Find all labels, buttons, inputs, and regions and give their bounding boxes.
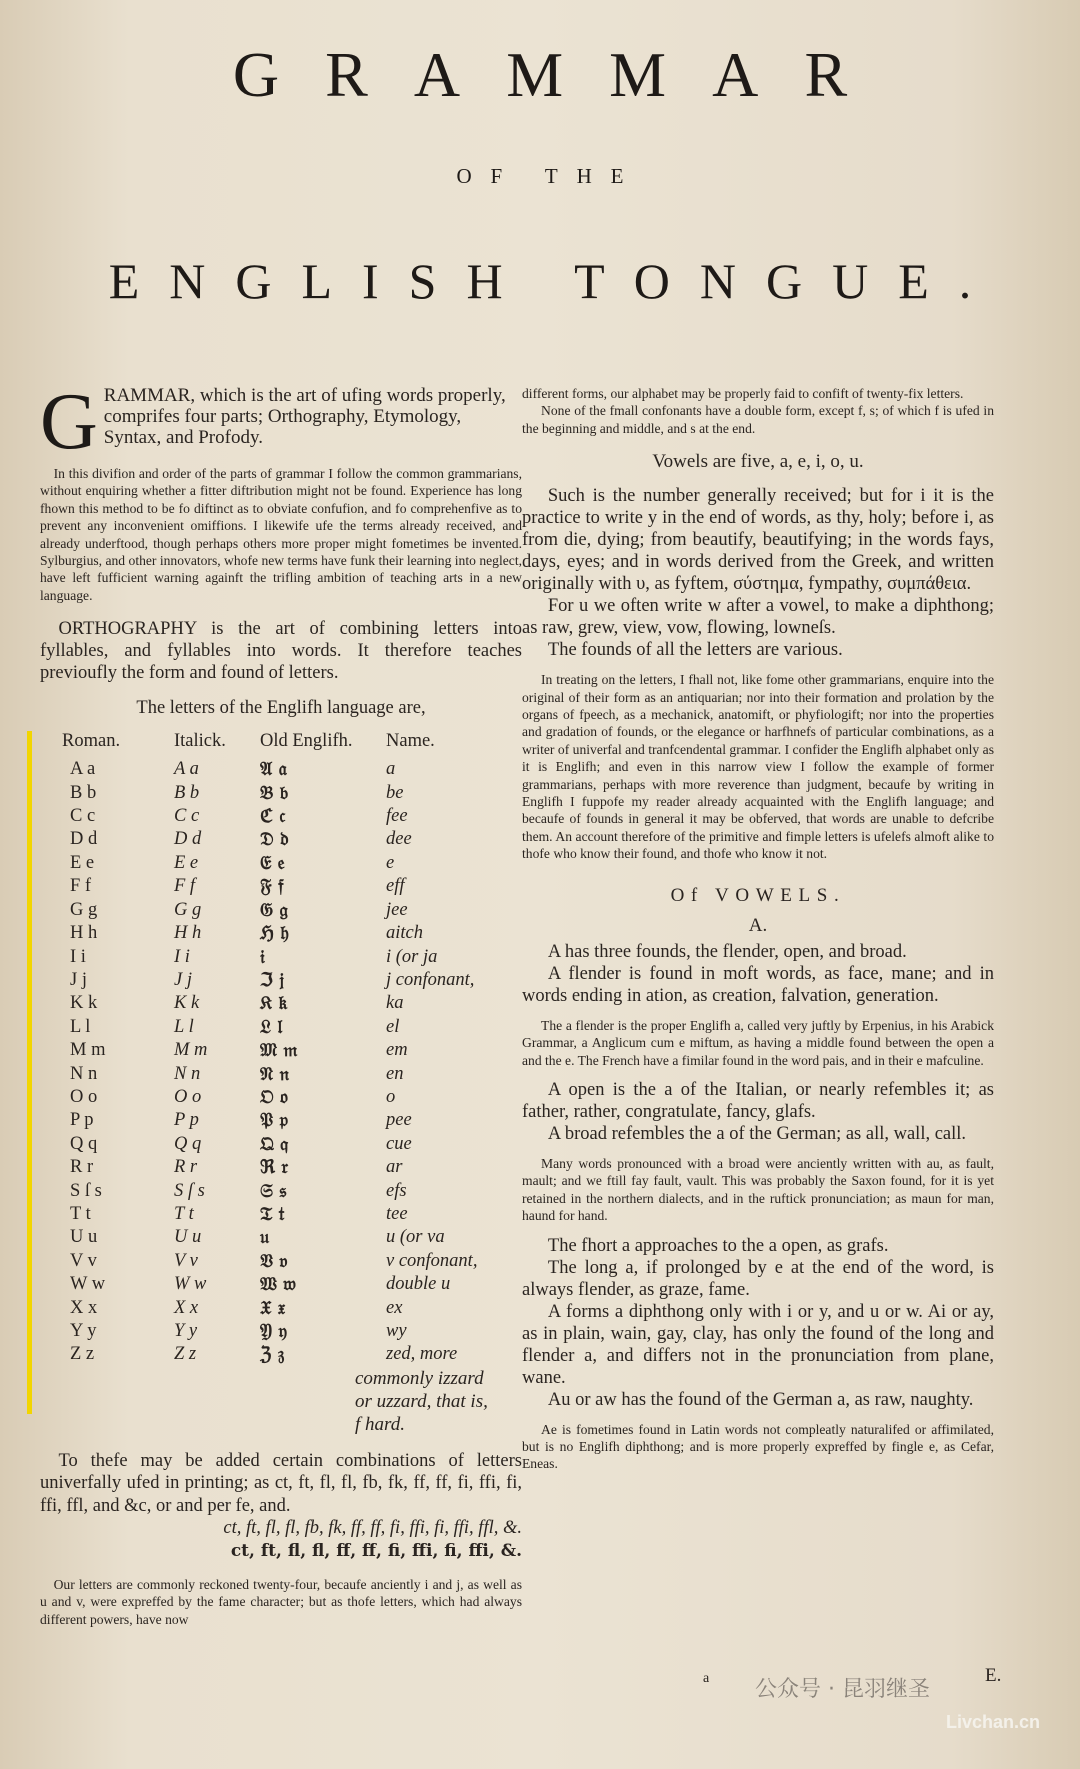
alphabet-row [62, 1273, 506, 1296]
alphabet-row [62, 1063, 506, 1086]
alphabet-name: em [386, 1040, 408, 1061]
alphabet-italick: S ſ s [174, 1180, 205, 1201]
alphabet-italick: O o [174, 1086, 202, 1107]
alphabet-roman: S ſ s [70, 1180, 102, 1201]
alphabet-italick: F f [174, 876, 196, 897]
alphabet-old-english: ℭ 𝔠 [260, 806, 286, 828]
alphabet-row [62, 1086, 506, 1109]
alphabet-row [62, 922, 506, 945]
alphabet-italick: G g [174, 899, 202, 920]
alphabet-roman: D d [70, 829, 98, 850]
alphabet-roman: N n [70, 1063, 98, 1084]
a-open-paragraph: A open is the a of the Italian, or nearly refembles it; as father, rather, congratulate, fancy, glafs. [522, 1079, 994, 1122]
alphabet-roman: L l [70, 1016, 91, 1037]
alphabet-row [62, 969, 506, 992]
alphabet-italick: L l [174, 1016, 194, 1037]
alphabet-row [62, 1343, 506, 1366]
left-column [40, 378, 522, 1628]
alphabet-italick: E e [174, 852, 199, 873]
for-u-paragraph: For u we often write w after a vowel, to make a diphthong; as raw, grew, view, vow, flowing, lowneſs. [522, 596, 994, 639]
alphabet-italick: X x [174, 1297, 199, 1318]
alphabet-row [62, 1297, 506, 1320]
alphabet-row [62, 899, 506, 922]
alphabet-old-english: 𝔈 𝔢 [260, 852, 285, 874]
division-paragraph: In this divifion and order of the parts of grammar I follow the common grammarians, without enquiring whether a fitter diftribution might not be found. Experience has long fhown this method to be fo diftinct as to obviate confufion, and fo comprehenfive as to prevent any inconvenient omiffions. I likewife ufe the terms already received, and already underftood, though perhaps others more proper might fometimes be invented. Sylburgius, and other innovators, whofe new terms have funk their learning into neglect, have left fufficient warning againft the trifling ambition of teaching arts in a new language. [40, 466, 522, 603]
alphabet-old-english: 𝔲 [260, 1227, 270, 1249]
alphabet-old-english: 𝔒 𝔬 [260, 1086, 288, 1108]
alphabet-rows [62, 758, 506, 1367]
alphabet-italick: A a [174, 759, 199, 780]
alphabet-name: jee [386, 899, 408, 920]
many-words-note: Many words pronounced with a broad were anciently written with au, as fault, mault; and we ftill fay fault, vault. This was probably the Saxon found, for it is yet retained in the northern dialects, and in the ruftick pronunciation; as maun for man, haund for hand. [522, 1155, 994, 1224]
alphabet-roman: R r [70, 1157, 94, 1178]
intro-text: RAMMAR, which is the art of ufing words properly, comprifes four parts; Orthography, Etymology, Syntax, and Profody. [103, 385, 506, 448]
alphabet-name: tee [386, 1203, 408, 1224]
intro-block [40, 378, 522, 466]
alphabet-roman: C c [70, 806, 96, 827]
alphabet-roman: V v [70, 1250, 97, 1271]
alphabet-italick: R r [174, 1157, 198, 1178]
alphabet-roman: P p [70, 1110, 94, 1131]
alphabet-name: pee [386, 1110, 412, 1131]
alphabet-row [62, 782, 506, 805]
alphabet-old-english: 𝔜 𝔶 [260, 1321, 288, 1342]
alphabet-name: o [386, 1086, 396, 1107]
alphabet-roman: K k [70, 993, 98, 1014]
alphabet-italick: D d [174, 829, 202, 850]
alphabet-italick: W w [174, 1274, 207, 1295]
alphabet-italick: I i [174, 946, 190, 967]
alphabet-row [62, 875, 506, 898]
alphabet-row [62, 1133, 506, 1156]
header-roman: Roman. [62, 731, 121, 752]
drop-cap: G [40, 378, 98, 466]
alphabet-row [62, 1180, 506, 1203]
alphabet-italick: K k [174, 993, 200, 1014]
alphabet-name: eff [386, 876, 405, 897]
alphabet-name: ka [386, 993, 404, 1014]
alphabet-roman: E e [70, 852, 95, 873]
alphabet-roman: B b [70, 782, 97, 803]
vowels-five: Vowels are five, a, e, i, o, u. [652, 451, 864, 473]
a-diphthong-paragraph: A forms a diphthong only with i or y, and u or w. Ai or ay, as in plain, wain, gay, clay, has only the found of the long and flender a, and differs not in the pronunciation from plane, wane. [522, 1301, 994, 1388]
alphabet-italick: V v [174, 1250, 198, 1271]
alphabet-old-english: 𝔊 𝔤 [260, 899, 288, 921]
alphabet-name: j confonant, [386, 969, 475, 990]
a-heading: A. [748, 914, 768, 936]
alphabet-italick: B b [174, 782, 200, 803]
alphabet-old-english: 𝔓 𝔭 [260, 1110, 288, 1132]
alphabet-roman: A a [70, 759, 96, 780]
alphabet-italick: M m [174, 1040, 208, 1061]
short-a-line: The fhort a approaches to the a open, as grafs. [547, 1235, 889, 1256]
right-column [522, 385, 994, 1473]
catchword: E. [985, 1665, 1002, 1686]
alphabet-old-english: 𝔏 𝔩 [260, 1016, 283, 1038]
such-paragraph: Such is the number generally received; but for i it is the practice to write y in the end of words, as thy, holy; before i, as from die, dying; from beautify, beautifying; in the words fays, days, eyes; and in words derived from the Greek, and written originally with υ, as fyftem, σύστημα, fympathy, συμπάθεια. [522, 486, 994, 595]
alphabet-name: el [386, 1016, 400, 1037]
alphabet-old-english: ℑ 𝔧 [260, 969, 285, 991]
alphabet-old-english: 𝔎 𝔨 [260, 993, 288, 1015]
alphabet-roman: F f [70, 876, 92, 897]
alphabet-row [62, 828, 506, 851]
alphabet-row [62, 1203, 506, 1226]
alphabet-old-english: 𝔐 𝔪 [260, 1040, 298, 1062]
a-three-sounds: A has three founds, the flender, open, and broad. [547, 941, 907, 962]
alphabet-old-english: ℜ 𝔯 [260, 1157, 289, 1179]
alphabet-italick: H h [174, 923, 202, 944]
header-old-english: Old Englifh. [260, 731, 353, 752]
alphabet-table [62, 731, 506, 1367]
wechat-watermark: 公众号 · 昆羽继圣 [755, 1677, 930, 1702]
title-of-the: OF THE [456, 164, 643, 188]
highlight-bar [27, 731, 32, 1414]
alphabet-italick: N n [174, 1063, 201, 1084]
alphabet-italick: Z z [174, 1344, 197, 1365]
alphabet-roman: Y y [70, 1321, 97, 1341]
alphabet-row [62, 1226, 506, 1249]
alphabet-name: efs [386, 1180, 407, 1201]
of-vowels-heading: Of VOWELS. [670, 884, 846, 906]
alphabet-old-english: 𝔛 𝔵 [260, 1297, 286, 1319]
alphabet-old-english: 𝔉 𝔣 [260, 876, 284, 898]
alphabet-name: v confonant, [386, 1250, 478, 1271]
alphabet-roman: X x [70, 1297, 98, 1318]
alphabet-row [62, 1156, 506, 1179]
alphabet-continued: different forms, our alphabet may be properly faid to confift of twenty-fix letters. [522, 386, 964, 401]
alphabet-name: a [386, 759, 396, 780]
combinations-old-english: ct, ft, fl, fl, ff, ff, fi, ffi, fi, ffi, &. [230, 1540, 522, 1561]
alphabet-row [62, 758, 506, 781]
alphabet-roman: T t [70, 1203, 91, 1224]
alphabet-old-english: 𝔄 𝔞 [260, 759, 287, 781]
alphabet-italick: J j [174, 969, 192, 990]
long-a-paragraph: The long a, if prolonged by e at the end of the word, is always flender, as graze, fame. [522, 1257, 994, 1300]
alphabet-italick: U u [174, 1227, 202, 1248]
alphabet-italick: Q q [174, 1133, 202, 1154]
au-aw-paragraph: Au or aw has the found of the German a, as raw, naughty. [547, 1389, 974, 1410]
alphabet-name: ex [386, 1297, 403, 1318]
zed-line: commonly izzard [355, 1367, 484, 1389]
alphabet-old-english: ℨ 𝔷 [260, 1344, 285, 1366]
alphabet-name: be [386, 782, 404, 803]
sounds-line: The founds of all the letters are various. [547, 640, 843, 661]
alphabet-old-english: 𝔔 𝔮 [260, 1133, 289, 1155]
footer-note: Our letters are commonly reckoned twenty-four, becaufe anciently i and j, as well as u and v, were expreffed by the fame character; but as thofe letters, which had always different powers, have now [40, 1576, 522, 1627]
alphabet-roman: Z z [70, 1344, 95, 1365]
alphabet-name: wy [386, 1321, 407, 1341]
alphabet-roman: W w [70, 1274, 106, 1295]
title-english-tongue: ENGLISH TONGUE. [108, 253, 1002, 309]
alphabet-roman: H h [70, 923, 98, 944]
treating-paragraph: In treating on the letters, I fhall not, like fome other grammarians, enquire into the original of their form as an antiquarian; nor into their formation and prolation by the organs of fpeech, as a mechanick, anatomift, or phyfiologift; nor into the properties and gradation of founds, or the elegance or harfhnefs of particular combinations, as a writer of univerfal and tranfcendental grammar. I confider the Englifh alphabet only as it is Englifh; and even in this narrow view I follow the example of former grammarians, perhaps with more reverence than judgment, becaufe by writing in Englifh I fuppofe my reader already acquainted with the Englifh language; and becaufe of founds in general it may be obferved, that words are unable to defcribe them. An account therefore of the primitive and fimple letters is ufelefs almoft alike to thofe who know their found, and thofe who know it not. [522, 672, 994, 862]
orthography-paragraph: ORTHOGRAPHY is the art of combining letters into fyllables, and fyllables into words. It therefore teaches previoufly the form and found of letters. [40, 619, 522, 684]
alphabet-old-english: 𝔗 𝔱 [260, 1203, 285, 1225]
alphabet-name: double u [386, 1274, 451, 1295]
alphabet-old-english: 𝔇 𝔡 [260, 829, 289, 851]
a-slender-paragraph: A flender is found in moft words, as face, mane; and in words ending in ation, as creation, falvation, generation. [522, 963, 994, 1006]
site-watermark: Livchan.cn [945, 1712, 1040, 1732]
header-italick: Italick. [174, 731, 226, 752]
alphabet-roman: O o [70, 1086, 98, 1107]
alphabet-old-english: 𝔑 𝔫 [260, 1063, 289, 1085]
alphabet-name: aitch [386, 923, 423, 944]
alphabet-row [62, 1109, 506, 1132]
alphabet-name: en [386, 1063, 404, 1084]
ae-note: Ae is fometimes found in Latin words not compleatly naturalifed or affimilated, but is no Englifh diphthong; and is more properly expreffed by fingle e, as Cefar, Eneas. [522, 1421, 994, 1472]
alphabet-name: cue [386, 1133, 412, 1154]
alphabet-roman: U u [70, 1227, 98, 1248]
alphabet-name: u (or va [386, 1227, 445, 1248]
zed-continuation [355, 1367, 522, 1436]
title-grammar: GRAMMAR [232, 39, 894, 110]
alphabet-old-english: 𝔚 𝔴 [260, 1274, 296, 1296]
a-broad-paragraph: A broad refembles the a of the German; as all, wall, call. [547, 1123, 967, 1144]
alphabet-old-english: 𝔙 𝔳 [260, 1250, 288, 1272]
alphabet-old-english: 𝔅 𝔟 [260, 782, 289, 804]
small-consonants-note: None of the fmall confonants have a double form, except f, s; of which f is ufed in the beginning and middle, and s at the end. [522, 403, 994, 436]
letters-intro: The letters of the Englifh language are, [136, 698, 426, 719]
alphabet-row [62, 805, 506, 828]
alphabet-row [62, 1039, 506, 1062]
alphabet-old-english: 𝔦 [260, 946, 265, 968]
alphabet-name: dee [386, 829, 412, 850]
alphabet-name: i (or ja [386, 946, 438, 967]
alphabet-row [62, 946, 506, 969]
alphabet-roman: Q q [70, 1133, 98, 1154]
alphabet-roman: I i [70, 946, 86, 967]
alphabet-name: e [386, 852, 395, 873]
a-slender-note: The a flender is the proper Englifh a, called very juftly by Erpenius, in his Arabick Grammar, a Anglicum cum e miftum, as having a middle found between the open a and the e. The French have a fimilar found in the word pais, and in their e mafculine. [522, 1017, 994, 1068]
alphabet-italick: Y y [174, 1321, 198, 1341]
combinations-paragraph: To thefe may be added certain combinations of letters univerfally ufed in printing; as ct, ft, fl, fl, fb, fk, ff, ff, fi, ffi, fi, ffi, ffl, and &c, or and per fe, and. [40, 1450, 522, 1516]
alphabet-italick: T t [174, 1203, 194, 1224]
alphabet-name: zed, more [386, 1344, 458, 1365]
alphabet-row [62, 1320, 506, 1343]
combinations-italic: ct, ft, fl, fl, fb, fk, ff, ff, fi, ffi, fi, ffi, ffl, &. [223, 1518, 522, 1539]
alphabet-name: ar [386, 1157, 403, 1178]
zed-line: f hard. [355, 1413, 405, 1435]
signature-mark: a [703, 1671, 710, 1686]
alphabet-italick: P p [174, 1110, 199, 1131]
alphabet-row [62, 1250, 506, 1273]
alphabet-roman: J j [70, 969, 87, 990]
alphabet-roman: G g [70, 899, 98, 920]
alphabet-row [62, 852, 506, 875]
alphabet-old-english: ℌ 𝔥 [260, 923, 289, 945]
alphabet-italick: C c [174, 806, 200, 827]
alphabet-roman: M m [70, 1040, 106, 1061]
alphabet-row [62, 1016, 506, 1039]
header-name: Name. [386, 731, 435, 752]
alphabet-old-english: 𝔖 𝔰 [260, 1180, 287, 1202]
alphabet-name: fee [386, 806, 408, 827]
zed-line: or uzzard, that is, [355, 1390, 488, 1412]
alphabet-header-row [62, 731, 506, 758]
alphabet-row [62, 992, 506, 1015]
